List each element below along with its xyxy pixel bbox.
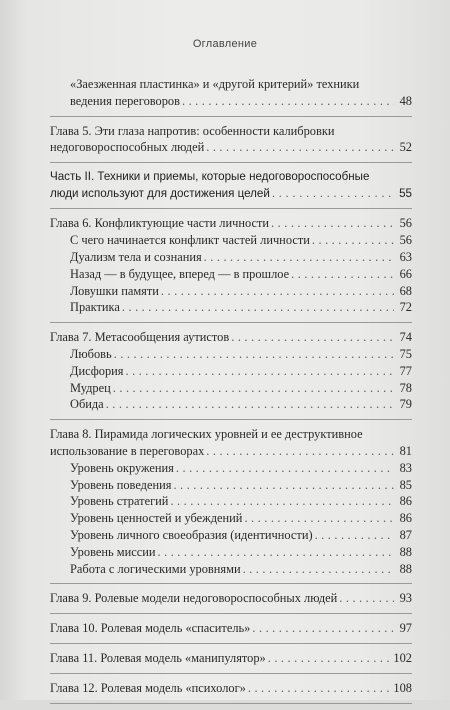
divider: [50, 613, 412, 614]
divider: [50, 583, 412, 584]
toc-subentry: С чего начинается конфликт частей личности . . . 56: [50, 232, 412, 249]
toc-chapter: Глава 5. Эти глаза напротив: особенности калибровки недоговороспособных людей . . . 52: [50, 123, 412, 157]
divider: [50, 419, 412, 420]
toc-subentry: Уровень окружения . . . 83: [50, 460, 412, 477]
toc-entry: «Заезженная пластинка» и «другой критерий» техники ведения переговоров . . . 48: [50, 76, 412, 110]
toc-subentry: Уровень стратегий . . . 86: [50, 493, 412, 510]
toc-subentry: Уровень миссии . . . 88: [50, 544, 412, 561]
divider: [50, 673, 412, 674]
toc-subentry: Практика . . . 72: [50, 299, 412, 316]
running-header: Оглавление: [192, 38, 258, 50]
table-of-contents: [50, 76, 412, 710]
toc-subentry: Уровень ценностей и убеждений . . . 86: [50, 510, 412, 527]
toc-subentry: Дуализм тела и сознания . . . 63: [50, 249, 412, 266]
toc-subentry: Обида . . . 79: [50, 396, 412, 413]
divider: [50, 116, 412, 117]
divider: [50, 162, 412, 163]
divider: [50, 643, 412, 644]
toc-subentry: Уровень личного своеобразия (идентичности) . . . 87: [50, 527, 412, 544]
toc-subentry: Ловушки памяти . . . 68: [50, 283, 412, 300]
toc-chapter: Глава 7. Метасообщения аутистов . . . 74: [50, 329, 412, 346]
toc-subentry: Мудрец . . . 78: [50, 380, 412, 397]
toc-subentry: Любовь . . . 75: [50, 346, 412, 363]
toc-chapter: Глава 10. Ролевая модель «спаситель» . . . 97: [50, 620, 412, 637]
toc-chapter: Глава 12. Ролевая модель «психолог» . . . 108: [50, 680, 412, 697]
toc-subentry: Работа с логическими уровнями . . . 88: [50, 561, 412, 578]
divider: [50, 703, 412, 704]
toc-chapter: Глава 11. Ролевая модель «манипулятор» . . . 102: [50, 650, 412, 667]
toc-subentry: Дисфория . . . 77: [50, 363, 412, 380]
toc-chapter: Глава 9. Ролевые модели недоговороспособных людей . . . 93: [50, 590, 412, 607]
divider: [50, 322, 412, 323]
toc-subentry: Уровень поведения . . . 85: [50, 477, 412, 494]
toc-chapter: Глава 6. Конфликтующие части личности . . . 56: [50, 215, 412, 232]
toc-chapter: Глава 8. Пирамида логических уровней и ее деструктивное использование в переговорах . . . 81: [50, 426, 412, 460]
divider: [50, 208, 412, 209]
toc-part: Часть II. Техники и приемы, которые недоговороспособные люди используют для достижения целей . . . 55: [50, 169, 412, 202]
toc-subentry: Назад — в будущее, вперед — в прошлое . . . 66: [50, 266, 412, 283]
